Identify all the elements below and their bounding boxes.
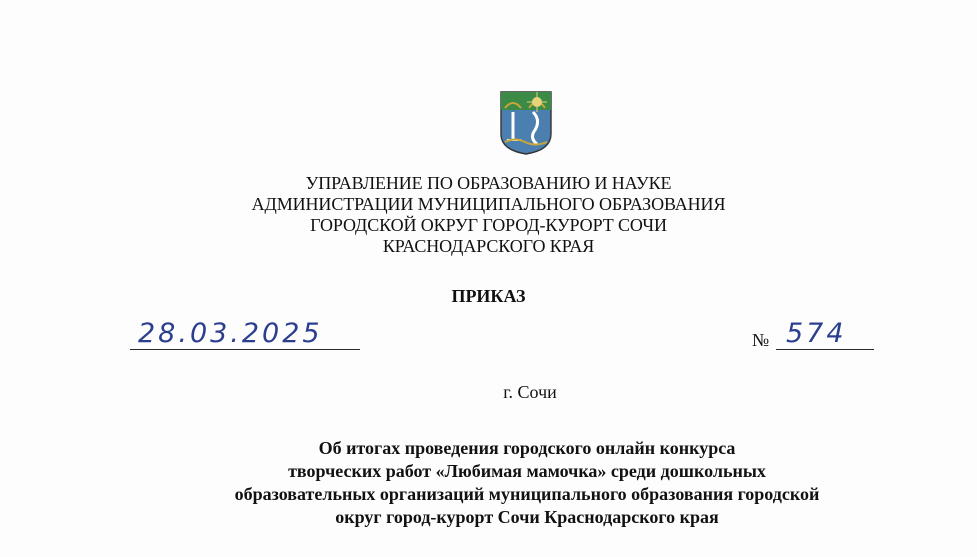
title-line: творческих работ «Любимая мамочка» среди дошкольных	[288, 461, 766, 481]
header-line: УПРАВЛЕНИЕ ПО ОБРАЗОВАНИЮ И НАУКЕ	[305, 173, 672, 193]
date-underline	[130, 349, 360, 350]
order-date: 28.03.2025	[138, 318, 323, 349]
title-line: Об итогах проведения городского онлайн конкурса	[318, 438, 736, 458]
header-line: КРАСНОДАРСКОГО КРАЯ	[382, 236, 595, 256]
order-number: 574	[786, 318, 847, 349]
number-sign: №	[752, 330, 770, 350]
city-name: г. Сочи	[503, 382, 557, 402]
title-line: округ город-курорт Сочи Краснодарского края	[335, 507, 719, 527]
document-type-title: ПРИКАЗ	[451, 286, 526, 306]
sochi-coat-of-arms-emblem	[499, 90, 553, 156]
number-underline	[776, 349, 874, 350]
organization-header	[0, 173, 977, 257]
title-line: образовательных организаций муниципального образования городской	[234, 484, 820, 504]
header-line: АДМИНИСТРАЦИИ МУНИЦИПАЛЬНОГО ОБРАЗОВАНИЯ	[251, 194, 726, 214]
header-line: ГОРОДСКОЙ ОКРУГ ГОРОД-КУРОРТ СОЧИ	[310, 215, 667, 235]
order-subject-title	[0, 437, 977, 529]
